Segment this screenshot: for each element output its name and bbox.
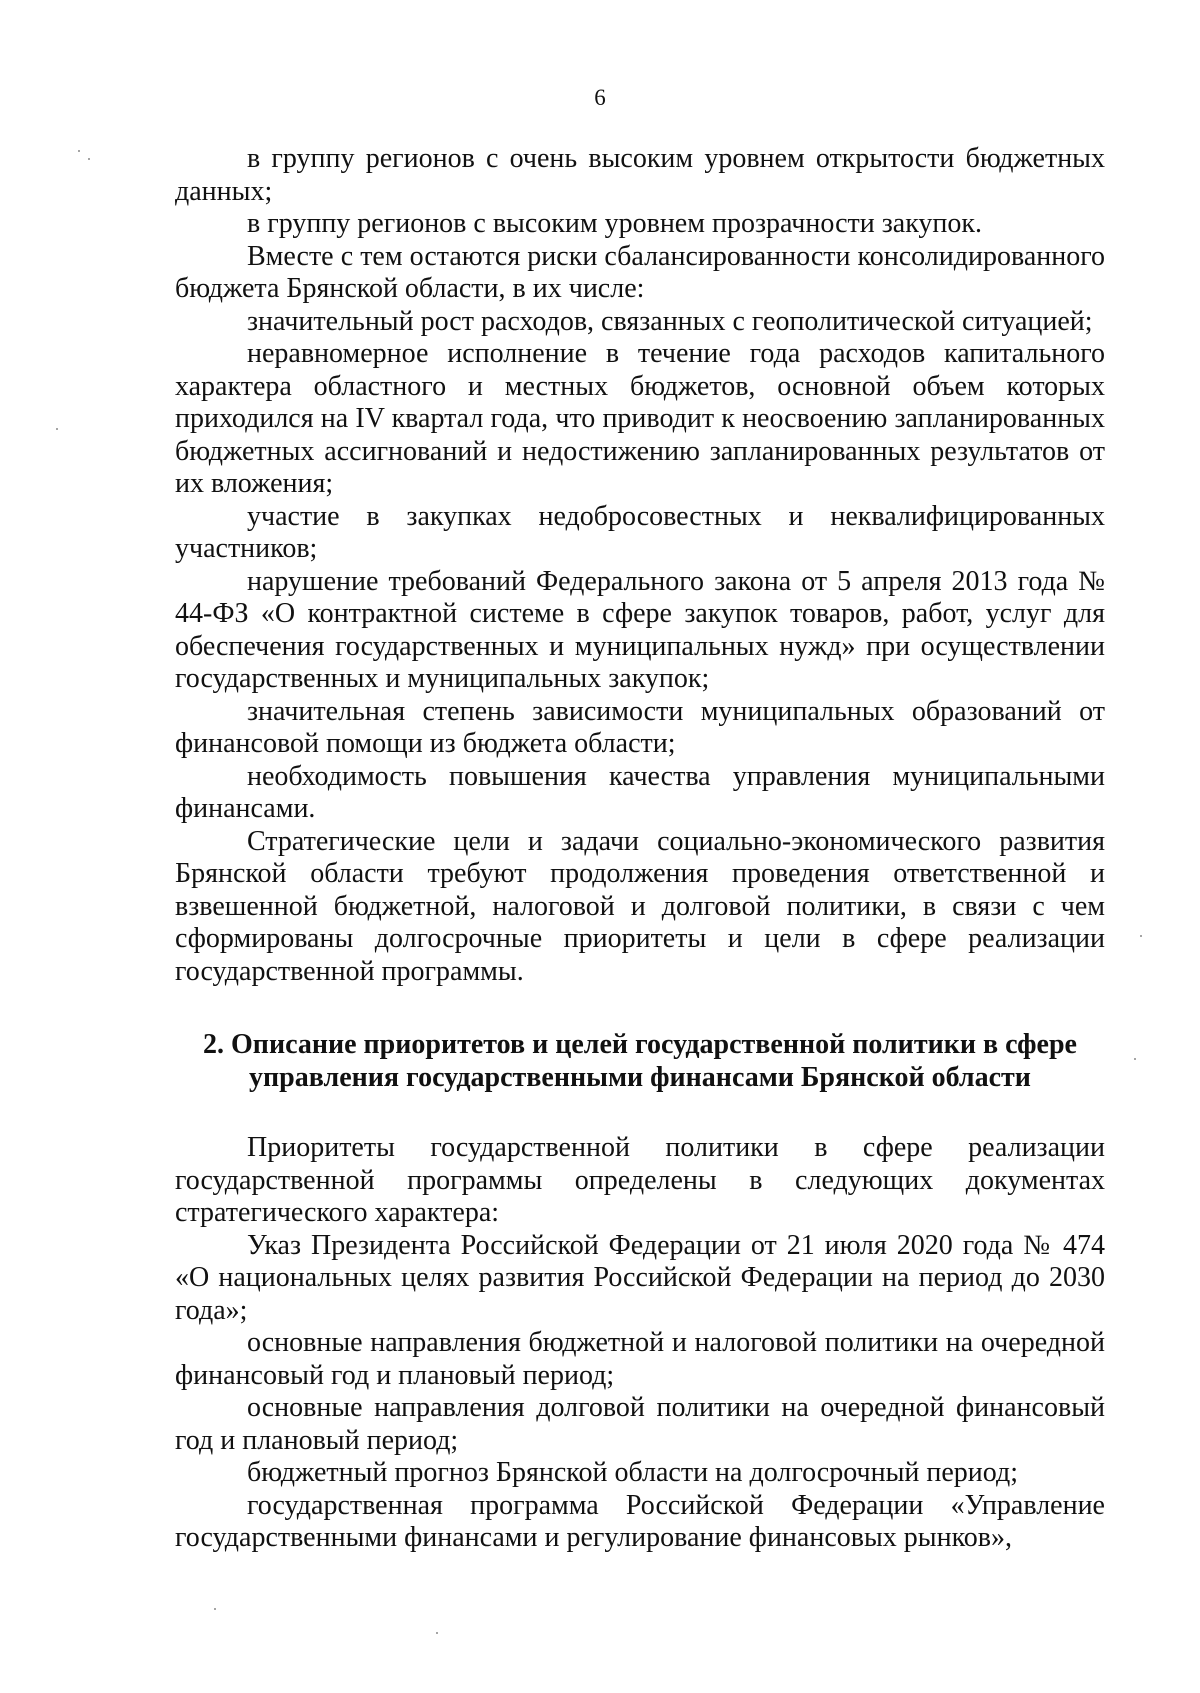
paragraph-budget-forecast: бюджетный прогноз Брянской области на долгосрочный период;: [247, 1457, 1018, 1488]
paragraph-budget-tax-policy: основные направления бюджетной и налоговой политики на очередной финансовый год и плановый период;: [175, 1327, 1105, 1391]
scan-speck: [56, 428, 58, 430]
paragraph-priorities: Приоритеты государственной политики в сфере реализации государственной программы определены в следующих документах стратегического характера:: [175, 1132, 1105, 1228]
paragraph-procurement-transparency: в группу регионов с высоким уровнем прозрачности закупок.: [247, 208, 982, 239]
paragraph-balance-risks: Вместе с тем остаются риски сбалансированности консолидированного бюджета Брянской области, в их числе:: [175, 240, 1105, 304]
paragraph-geopolitical-expenses: значительный рост расходов, связанных с геополитической ситуацией;: [247, 305, 1093, 337]
document-body: [175, 143, 1105, 1555]
paragraph-debt-policy: основные направления долговой политики на очередной финансовый год и плановый период;: [175, 1392, 1105, 1456]
section-heading-line-1: 2. Описание приоритетов и целей государственной политики в сфере: [203, 1029, 1077, 1060]
scan-speck: [214, 1608, 216, 1610]
paragraph-open-data-group: в группу регионов с очень высоким уровнем открытости бюджетных данных;: [175, 143, 1105, 207]
section-heading: [175, 1028, 1105, 1094]
page-number: 6: [594, 85, 606, 110]
paragraph-presidential-decree: Указ Президента Российской Федерации от 21 июля 2020 года № 474 «О национальных целях развития Российской Федерации на период до 2030 года»;: [175, 1229, 1105, 1326]
paragraph-uneven-execution: неравномерное исполнение в течение года расходов капитального характера областного и местных бюджетов, основной объем которых приходился на IV квартал года, что приводит к неосвоению запланированных бюджетных ассигнований и недостижению запланированных результатов от их вложения;: [175, 338, 1105, 499]
paragraph-strategic-goals: Стратегические цели и задачи социально-экономического развития Брянской области требуют продолжения проведения ответственной и взвешенной бюджетной, налоговой и долговой политики, в связи с чем сформированы долгосрочные приоритеты и цели в сфере реализации государственной программы.: [175, 825, 1105, 987]
paragraph-law-violations: нарушение требований Федерального закона от 5 апреля 2013 года № 44-ФЗ «О контрактной системе в сфере закупок товаров, работ, услуг для обеспечения государственных и муниципальных нужд» при осуществлении государственных и муниципальных закупок;: [175, 565, 1105, 694]
paragraph-municipal-finance-quality: необходимость повышения качества управления муниципальными финансами.: [175, 760, 1105, 824]
paragraph-federal-program: государственная программа Российской Федерации «Управление государственными финансами и регулирование финансовых рынков»,: [175, 1489, 1105, 1553]
scan-speck: [436, 1632, 438, 1634]
scan-speck: [1134, 1058, 1136, 1060]
scan-speck: [88, 158, 90, 160]
paragraph-unfair-participants: участие в закупках недобросовестных и неквалифицированных участников;: [175, 500, 1105, 564]
paragraph-municipal-dependence: значительная степень зависимости муниципальных образований от финансовой помощи из бюджета области;: [175, 695, 1105, 759]
scan-speck: [1140, 935, 1142, 937]
scan-speck: [78, 150, 80, 152]
section-heading-line-2: управления государственными финансами Брянской области: [249, 1062, 1031, 1093]
